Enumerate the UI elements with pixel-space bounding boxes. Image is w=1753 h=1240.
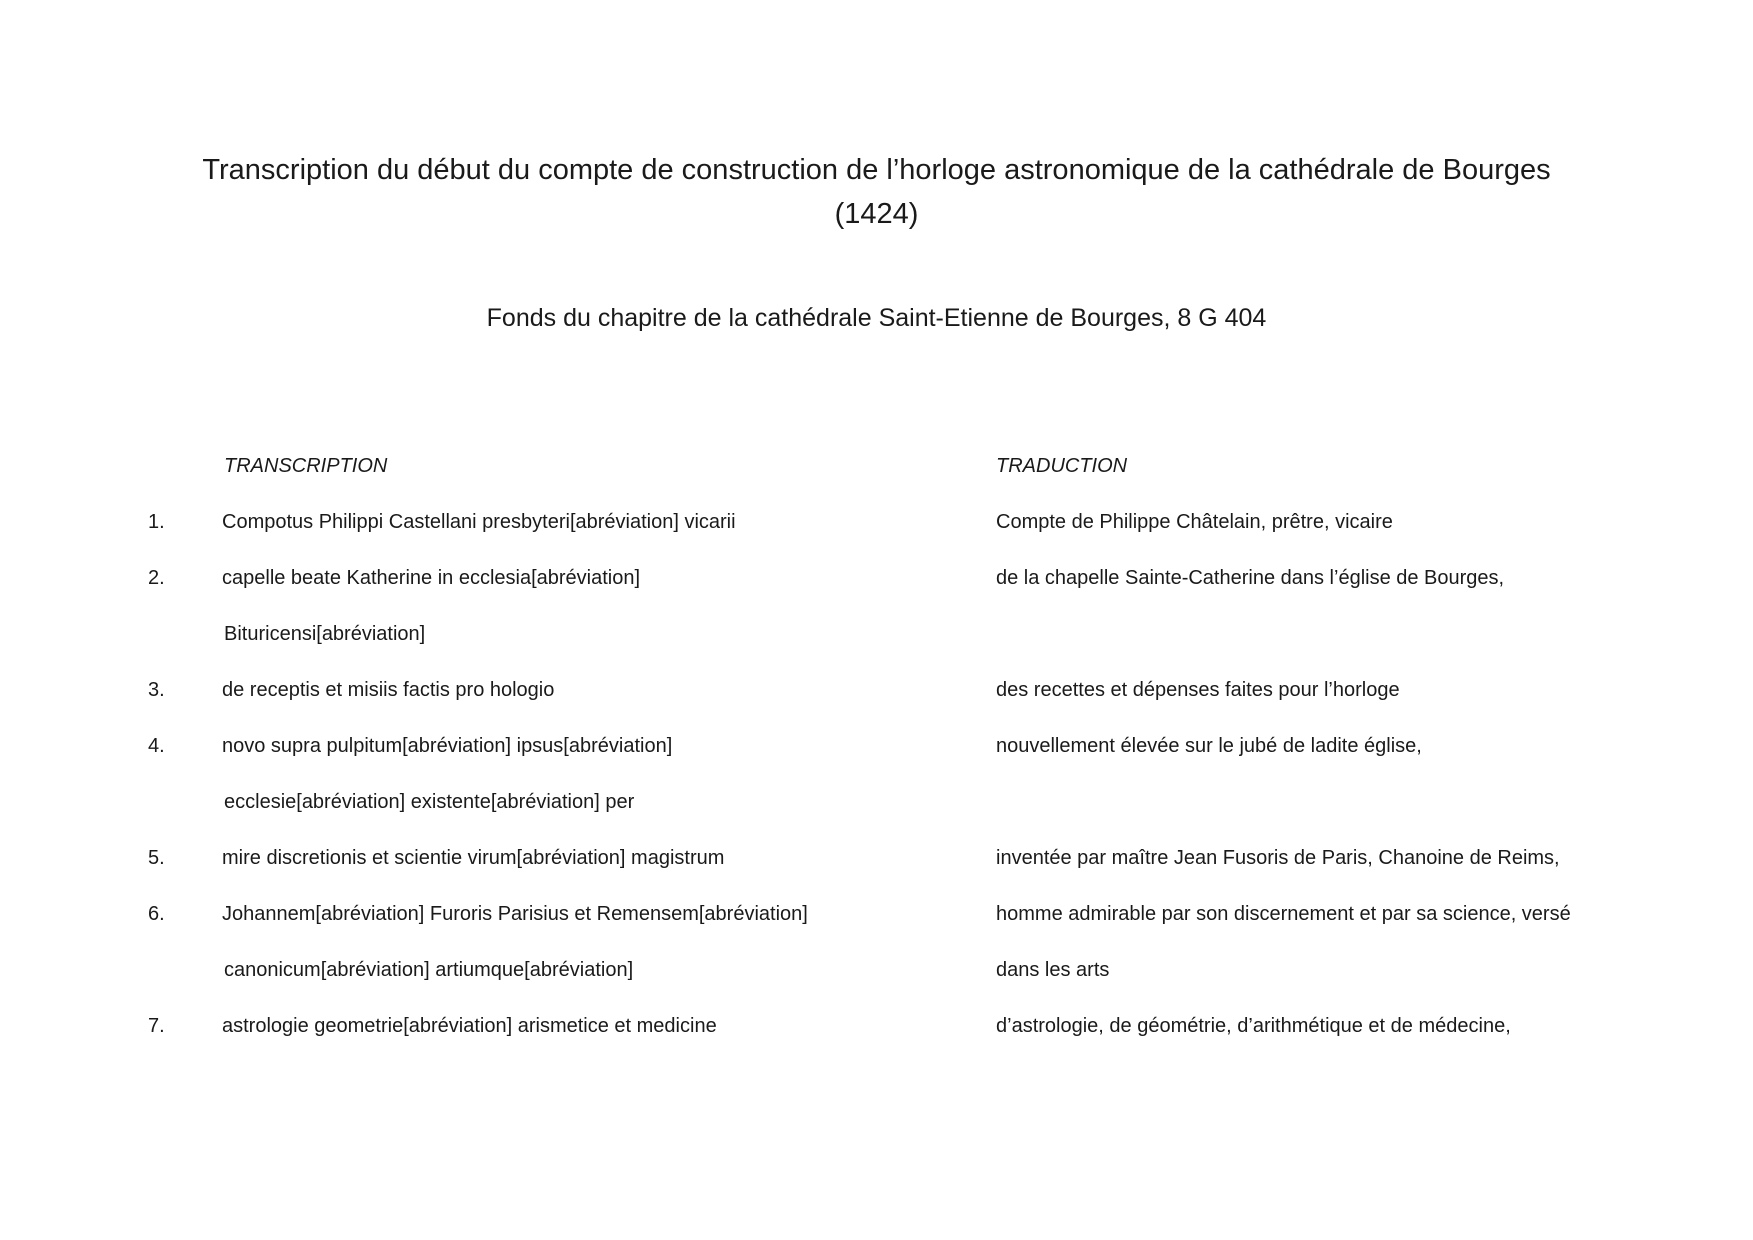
line-number: 1. (148, 511, 165, 533)
transcription-heading: TRANSCRIPTION (224, 455, 388, 477)
table-row (0, 620, 1753, 676)
french-text: nouvellement élevée sur le jubé de ladite église, (996, 735, 1422, 757)
line-number: 2. (148, 567, 165, 589)
document-title-date: (1424) (834, 198, 919, 230)
french-text: inventée par maître Jean Fusoris de Paris, Chanoine de Reims, (996, 847, 1560, 869)
table-row (0, 844, 1753, 900)
table-row (0, 732, 1753, 788)
latin-text: mire discretionis et scientie virum[abréviation] magistrum (222, 847, 725, 869)
latin-text: novo supra pulpitum[abréviation] ipsus[abréviation] (222, 735, 673, 757)
latin-text: capelle beate Katherine in ecclesia[abréviation] (222, 567, 641, 589)
latin-text: canonicum[abréviation] artiumque[abréviation] (224, 959, 634, 981)
french-text: homme admirable par son discernement et par sa science, versé (996, 903, 1571, 925)
french-text: de la chapelle Sainte-Catherine dans l’église de Bourges, (996, 567, 1505, 589)
table-row (0, 788, 1753, 844)
line-number: 7. (148, 1015, 165, 1037)
latin-text: de receptis et misiis factis pro hologio (222, 679, 555, 701)
line-number: 4. (148, 735, 165, 757)
latin-text: Bituricensi[abréviation] (224, 623, 426, 645)
document-subtitle: Fonds du chapitre de la cathédrale Saint-Etienne de Bourges, 8 G 404 (486, 304, 1267, 332)
table-row (0, 508, 1753, 564)
latin-text: ecclesie[abréviation] existente[abréviation] per (224, 791, 635, 813)
latin-text: astrologie geometrie[abréviation] arismetice et medicine (222, 1015, 717, 1037)
french-text: d’astrologie, de géométrie, d’arithmétique et de médecine, (996, 1015, 1511, 1037)
table-row (0, 564, 1753, 620)
translation-heading: TRADUCTION (996, 455, 1128, 477)
french-text: dans les arts (996, 959, 1110, 981)
line-number: 6. (148, 903, 165, 925)
french-text: Compte de Philippe Châtelain, prêtre, vicaire (996, 511, 1393, 533)
line-number: 5. (148, 847, 165, 869)
latin-text: Johannem[abréviation] Furoris Parisius et Remensem[abréviation] (222, 903, 808, 925)
table-row (0, 956, 1753, 1012)
latin-text: Compotus Philippi Castellani presbyteri[abréviation] vicarii (222, 511, 736, 533)
table-row (0, 1012, 1753, 1068)
line-number: 3. (148, 679, 165, 701)
table-row (0, 676, 1753, 732)
document-title: Transcription du début du compte de construction de l’horloge astronomique de la cathédrale de Bourges (202, 154, 1551, 186)
french-text: des recettes et dépenses faites pour l’horloge (996, 679, 1400, 701)
table-row (0, 900, 1753, 956)
